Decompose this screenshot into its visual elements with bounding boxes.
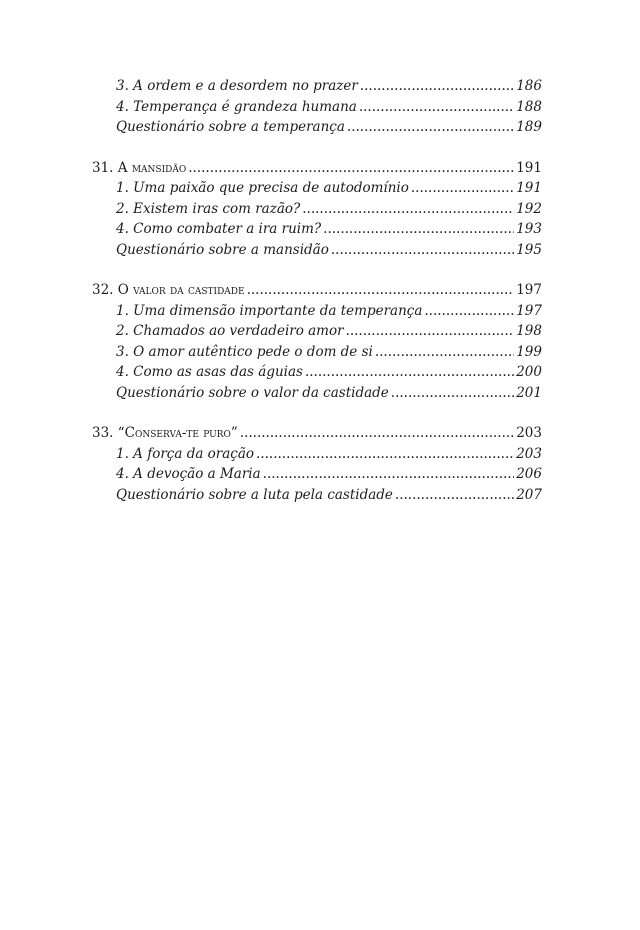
entry-page-number: 193: [516, 221, 542, 237]
dot-leader: [302, 199, 514, 220]
toc-chapter-heading: [92, 158, 542, 179]
chapter-page-number: 191: [516, 159, 542, 176]
dot-leader: [331, 240, 514, 261]
dot-leader: [263, 464, 515, 485]
toc-entry: [92, 219, 542, 240]
dot-leader: [391, 383, 514, 404]
toc-entry: [92, 76, 542, 97]
toc-chapter-heading: [92, 280, 542, 301]
toc-entry: [92, 362, 542, 383]
entry-title: 2. Existem iras com razão?: [116, 200, 301, 217]
entry-title: 4. Temperança é grandeza humana: [116, 98, 357, 115]
chapter-number: 33.: [92, 425, 114, 441]
entry-page-number: 200: [516, 364, 542, 380]
entry-page-number: 199: [516, 343, 542, 360]
chapter-number: 31.: [92, 159, 114, 176]
chapter-title: O valor da castidade: [117, 282, 245, 298]
toc-entry: [92, 240, 542, 261]
dot-leader: [395, 485, 514, 506]
entry-title: 1. Uma dimensão importante da temperança: [116, 302, 423, 319]
entry-title: Questionário sobre a temperança: [116, 119, 345, 135]
dot-leader: [240, 423, 514, 444]
dot-leader: [359, 97, 514, 118]
entry-title: Questionário sobre a mansidão: [116, 241, 329, 258]
chapter-page-number: 203: [516, 425, 542, 441]
dot-leader: [411, 178, 514, 199]
toc-entry: [92, 199, 542, 220]
toc-chapter-heading: [92, 423, 542, 444]
dot-leader: [346, 321, 515, 342]
toc-entry: [92, 321, 542, 342]
entry-title: 2. Chamados ao verdadeiro amor: [116, 323, 344, 339]
entry-page-number: 201: [516, 384, 542, 401]
dot-leader: [188, 158, 514, 179]
dot-leader: [256, 444, 514, 465]
entry-page-number: 192: [516, 200, 542, 217]
toc-entry: [92, 342, 542, 363]
entry-page-number: 206: [516, 466, 542, 482]
toc-entry: [92, 444, 542, 465]
dot-leader: [323, 219, 514, 240]
entry-page-number: 189: [516, 119, 542, 135]
toc-entry: [92, 178, 542, 199]
entry-page-number: 203: [516, 445, 542, 462]
entry-title: 4. A devoção a Maria: [116, 466, 261, 482]
entry-title: 4. Como combater a ira ruim?: [116, 221, 322, 237]
chapter-title: A mansidão: [117, 159, 187, 176]
entry-page-number: 195: [516, 241, 542, 258]
entry-title: 3. A ordem e a desordem no prazer: [116, 78, 358, 94]
entry-page-number: 207: [516, 486, 542, 503]
toc-entry: [92, 485, 542, 506]
entry-title: 1. Uma paixão que precisa de autodomínio: [116, 180, 409, 196]
chapter-page-number: 197: [516, 282, 542, 298]
toc-entry: [92, 464, 542, 485]
entry-title: Questionário sobre o valor da castidade: [116, 384, 389, 401]
dot-leader: [424, 301, 514, 322]
dot-leader: [360, 76, 514, 97]
entry-title: 1. A força da oração: [116, 445, 255, 462]
toc-entry: [92, 301, 542, 322]
entry-title: 3. O amor autêntico pede o dom de si: [116, 343, 373, 360]
toc-entry: [92, 117, 542, 138]
chapter-title: “Conserva-te puro”: [117, 425, 238, 441]
entry-title: Questionário sobre a luta pela castidade: [116, 486, 393, 503]
entry-page-number: 186: [516, 78, 542, 94]
entry-page-number: 198: [516, 323, 542, 339]
toc-section: [92, 158, 542, 261]
toc-entry: [92, 97, 542, 118]
toc-section: [92, 280, 542, 403]
dot-leader: [247, 280, 515, 301]
toc-section: [92, 76, 542, 138]
entry-page-number: 191: [516, 180, 542, 196]
chapter-number: 32.: [92, 282, 114, 298]
dot-leader: [347, 117, 514, 138]
entry-page-number: 188: [516, 98, 542, 115]
toc-entry: [92, 383, 542, 404]
toc-section: [92, 423, 542, 505]
entry-page-number: 197: [516, 302, 542, 319]
table-of-contents: [92, 76, 542, 525]
entry-title: 4. Como as asas das águias: [116, 364, 303, 380]
dot-leader: [305, 362, 514, 383]
dot-leader: [375, 342, 514, 363]
